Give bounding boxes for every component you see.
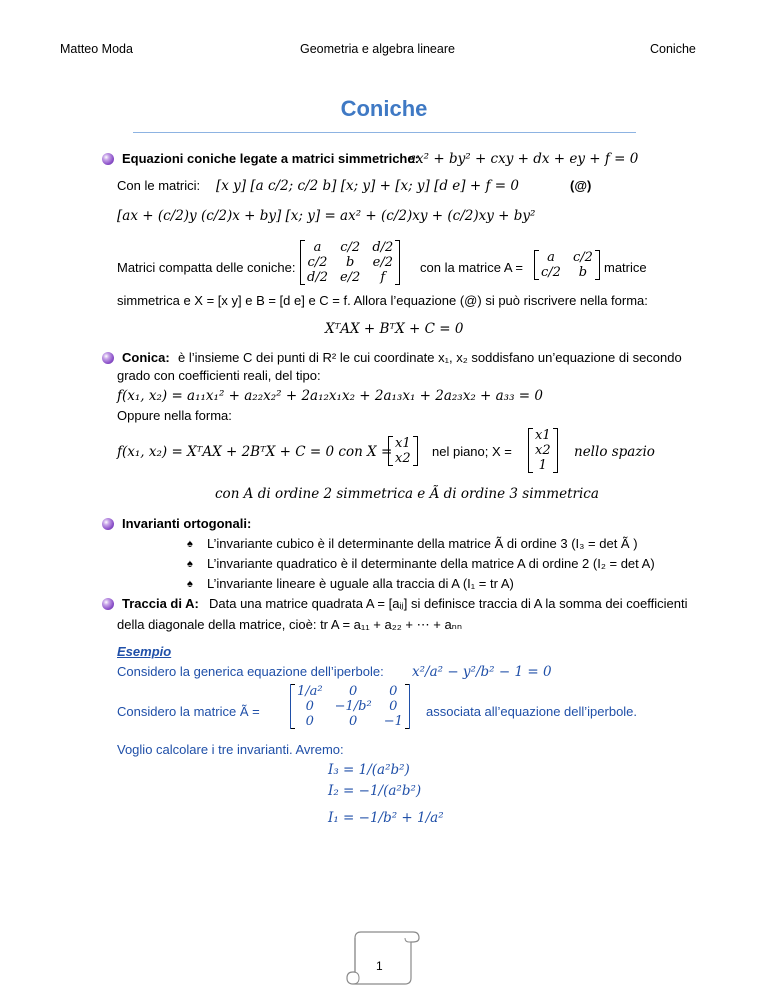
sec1-line3-equation: [ax + (c/2)y (c/2)x + by] [x; y] = ax² + (c/2)xy + (c/2)xy + by² — [117, 208, 536, 224]
example-line3: Voglio calcolare i tre invarianti. Avremo: — [117, 742, 344, 757]
sec2-note: con A di ordine 2 simmetrica e Ã di ordine 3 simmetrica — [215, 486, 599, 502]
page-number: 1 — [376, 959, 383, 973]
header-course: Geometria e algebra lineare — [300, 42, 455, 56]
compact-matrix: a c/2 d/2 c/2 b e/2 d/2 e/2 f — [300, 240, 400, 285]
compact-label: Matrici compatta delle coniche: — [117, 260, 296, 275]
page-scroll-icon — [345, 930, 421, 986]
example-line1: Considero la generica equazione dell’iperbole: — [117, 664, 384, 679]
sec2-or: Oppure nella forma: — [117, 408, 232, 423]
example-line2-tail: associata all’equazione dell’iperbole. — [426, 704, 638, 719]
bullet-icon — [102, 518, 114, 530]
sec1-heading-equation: ax² + by² + cxy + dx + ey + f = 0 — [408, 151, 639, 167]
bullet-icon — [102, 352, 114, 364]
sec1-form: XᵀAX + BᵀX + C = 0 — [325, 321, 464, 337]
compact-tail: matrice — [604, 260, 647, 275]
sec2-plane: nel piano; X = — [432, 444, 512, 459]
example-i3: I₃ = 1/(a²b²) — [328, 762, 410, 778]
matrix-a: a c/2 c/2 b — [534, 250, 600, 280]
page-title: Coniche — [340, 96, 428, 121]
example-i2: I₂ = −1/(a²b²) — [328, 783, 422, 799]
header-topic: Coniche — [650, 42, 696, 56]
bullet-icon — [102, 598, 114, 610]
sec2-heading: Conica: — [122, 350, 170, 365]
sec4-text2: della diagonale della matrice, cioè: tr A = a₁₁ + a₂₂ + ⋯ + aₙₙ — [117, 617, 463, 632]
vector-x-plane: x1 x2 — [388, 436, 418, 466]
invariant-quadratic: L’invariante quadratico è il determinante della matrice A di ordine 2 (I₂ = det A) — [207, 556, 655, 571]
sec2-text1: è l’insieme C dei punti di R² le cui coordinate x₁, x₂ soddisfano un’equazione di secondo — [178, 350, 682, 365]
header-author: Matteo Moda — [60, 42, 133, 56]
example-label: Esempio — [117, 644, 172, 659]
example-i1: I₁ = −1/b² + 1/a² — [328, 810, 444, 826]
invariant-linear: L’invariante lineare è uguale alla traccia di A (I₁ = tr A) — [207, 576, 514, 591]
sec2-eq2: f(x₁, x₂) = XᵀAX + 2BᵀX + C = 0 con X = — [117, 444, 393, 460]
compact-mid: con la matrice A = — [420, 260, 523, 275]
example-line1-eq: x²/a² − y²/b² − 1 = 0 — [412, 664, 552, 680]
invariant-cubic: L’invariante cubico è il determinante della matrice Ã di ordine 3 (I₃ = det Ã ) — [207, 536, 638, 551]
sec1-heading: Equazioni coniche legate a matrici simmetriche: — [122, 151, 419, 166]
spade-icon: ♠ — [187, 558, 193, 570]
sec2-eq1: f(x₁, x₂) = a₁₁x₁² + a₂₂x₂² + 2a₁₂x₁x₂ + 2a₁₃x₁ + 2a₂₃x₂ + a₃₃ = 0 — [117, 388, 543, 404]
sec1-line2-label: Con le matrici: — [117, 178, 201, 193]
sec2-text2: grado con coefficienti reali, del tipo: — [117, 368, 321, 383]
sec4-text1: Data una matrice quadrata A = [aᵢⱼ] si definisce traccia di A la somma dei coefficienti — [209, 596, 688, 611]
bullet-icon — [102, 153, 114, 165]
sec1-line2-equation: [x y] [a c/2; c/2 b] [x; y] + [x; y] [d e] + f = 0 — [216, 178, 519, 194]
title-rule — [133, 132, 636, 133]
sec2-space: nello spazio — [574, 444, 655, 460]
spade-icon: ♠ — [187, 538, 193, 550]
example-matrix: 1/a² 0 0 0 −1/b² 0 0 0 −1 — [290, 684, 410, 729]
sec3-heading: Invarianti ortogonali: — [122, 516, 252, 531]
sec1-line5: simmetrica e X = [x y] e B = [d e] e C = f. Allora l’equazione (@) si può riscrivere nella forma: — [117, 293, 648, 308]
example-line2: Considero la matrice Ã = — [117, 704, 260, 719]
sec1-line2-tag: (@) — [570, 178, 592, 193]
spade-icon: ♠ — [187, 578, 193, 590]
sec4-heading: Traccia di A: — [122, 596, 199, 611]
vector-x-space: x1 x2 1 — [528, 428, 558, 473]
